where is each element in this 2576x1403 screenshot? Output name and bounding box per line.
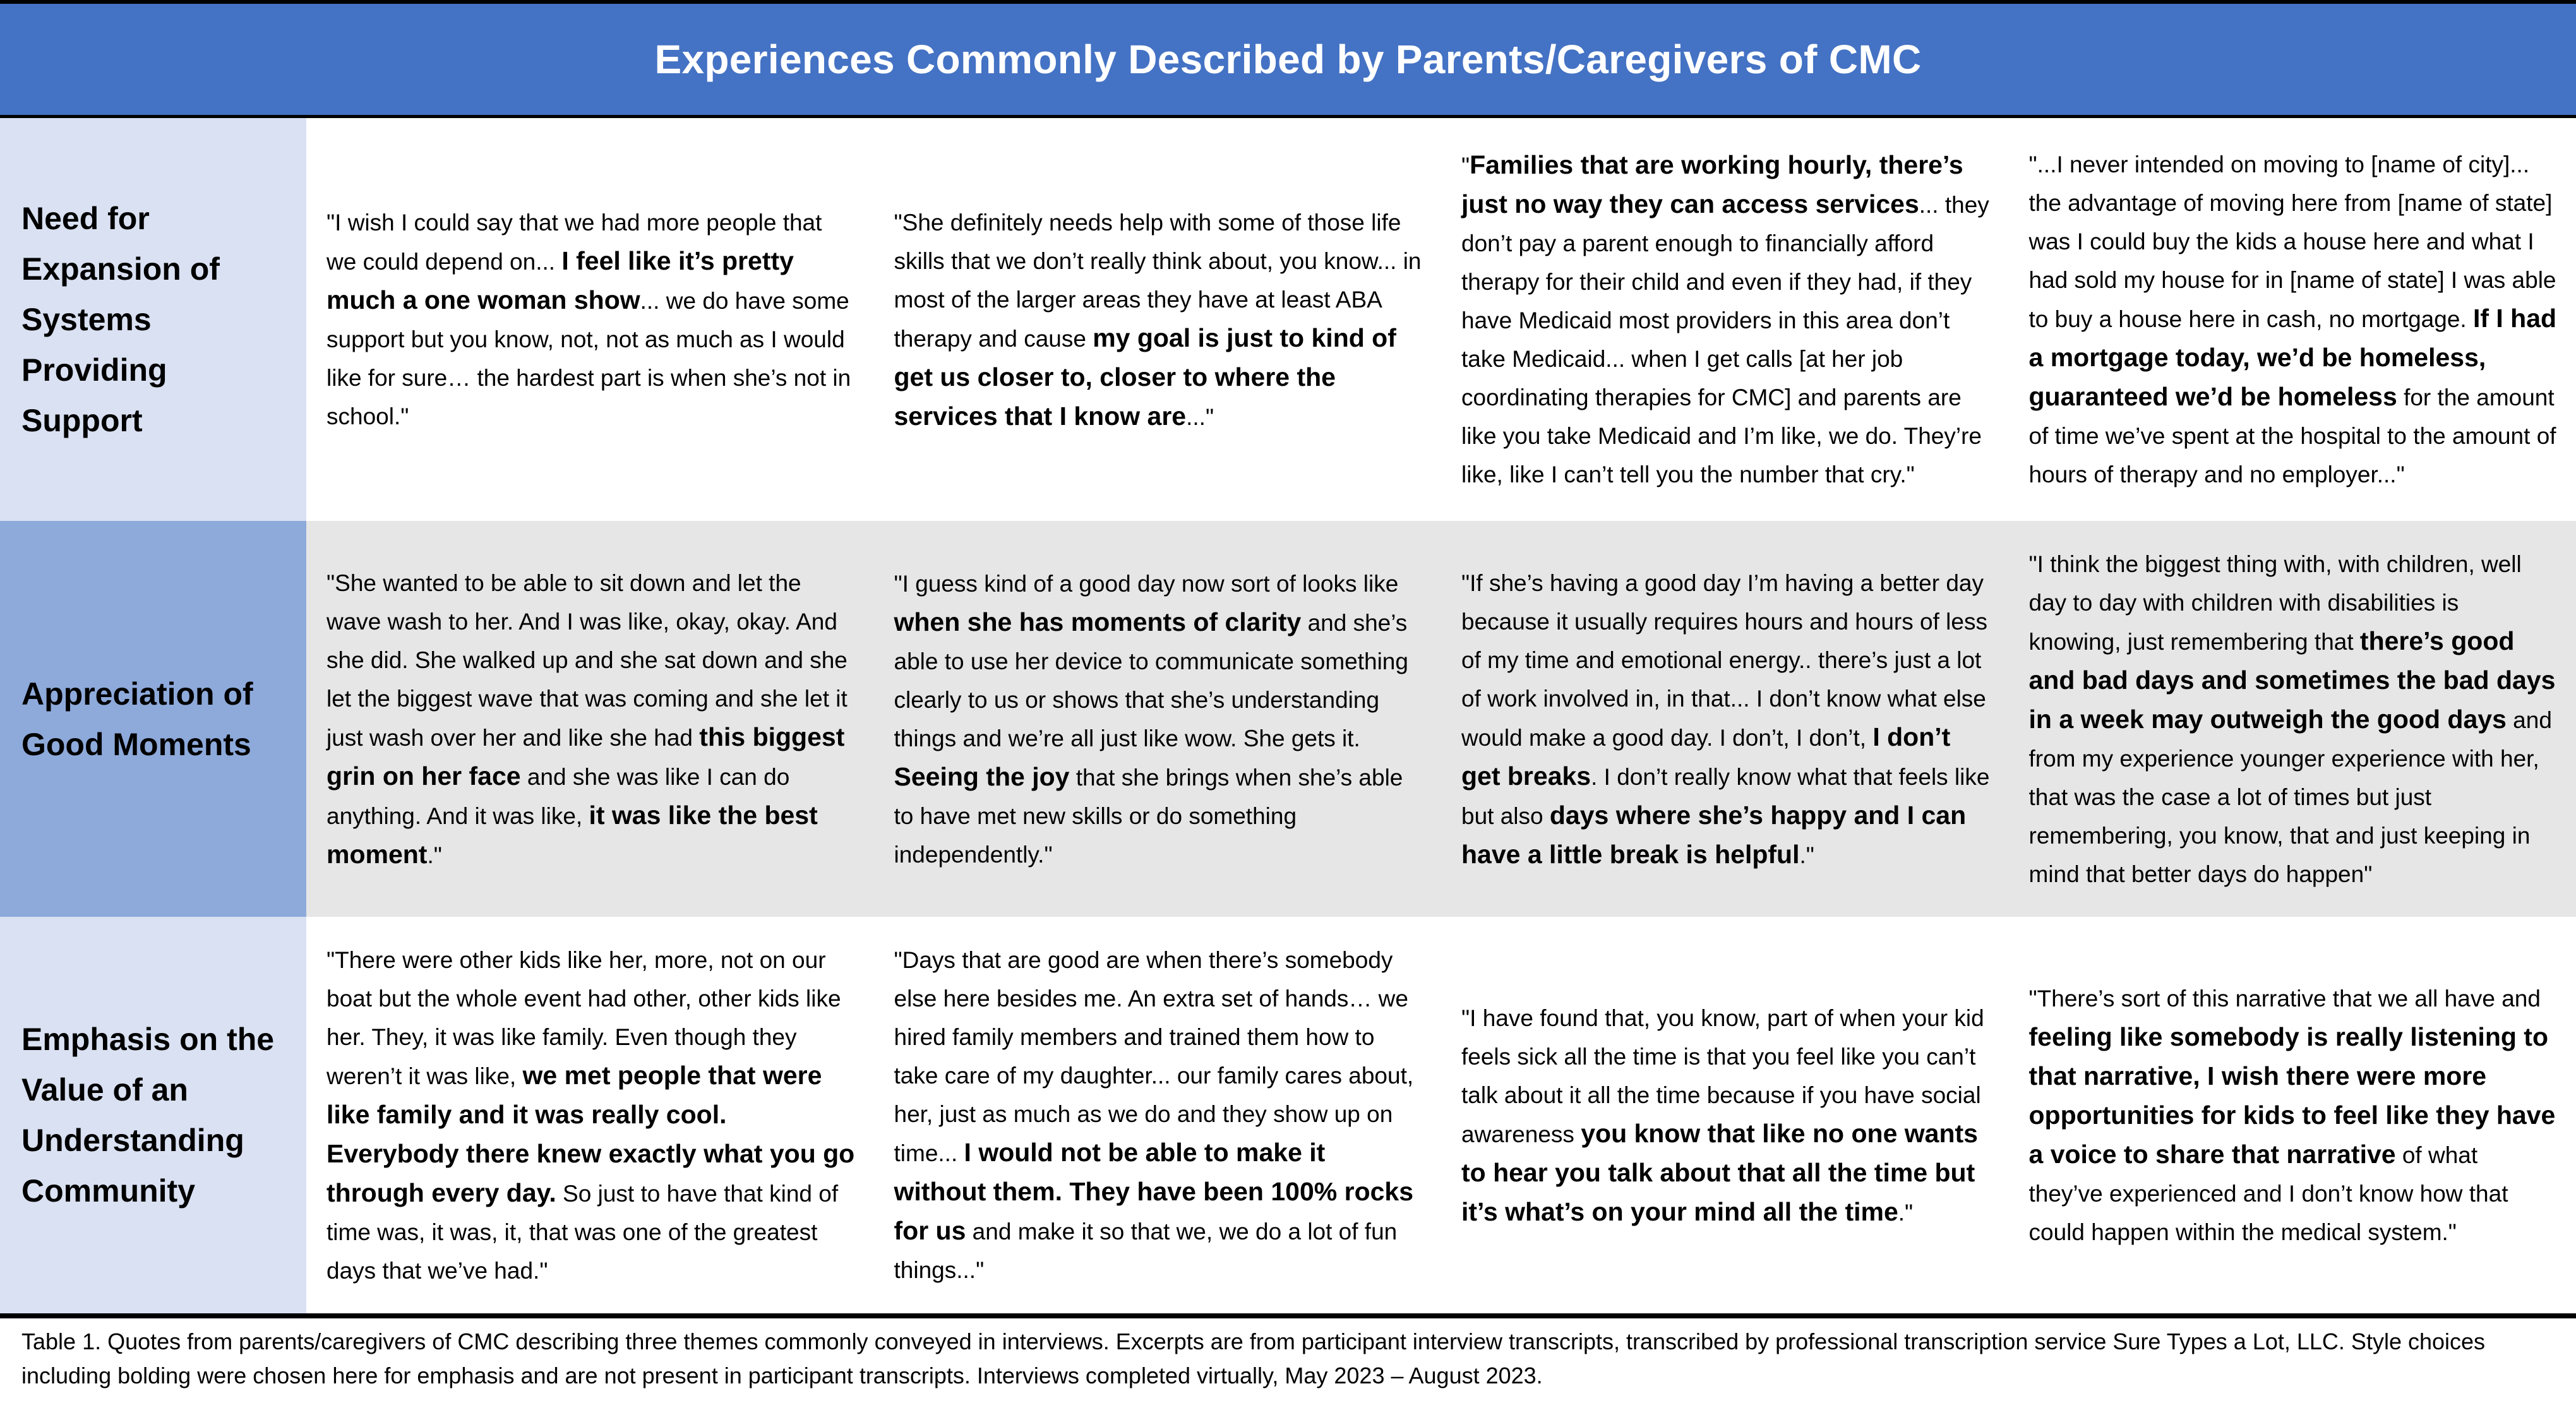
- quote-text: "There’s sort of this narrative that we all have and feeling like somebody is really listening to that narrative, I wish there were more opportunities for kids to feel like they have a voice to share that narrative of what they’ve experienced and I don’t know how that could happen within the medical system.": [2028, 985, 2556, 1245]
- quote-cell: [1441, 521, 2009, 917]
- quote-cell: [2009, 917, 2576, 1313]
- table-row-appreciation: [0, 521, 2576, 917]
- quote-text: "She definitely needs help with some of those life skills that we don’t really think about, you know... in most of the larger areas they have at least ABA therapy and cause my goal is just to kind of get us closer to, closer to where the services that I know are...": [894, 209, 1422, 431]
- quote-text: "...I never intended on moving to [name of city]... the advantage of moving here from [name of state] was I could buy the kids a house here and what I had sold my house for in [name of state] I was able to buy a house here in cash, no mortgage. If I had a mortgage today, we’d be homeless, guaranteed we’d be homeless for the amount of time we’ve spent at the hospital to the amount of hours of therapy and no employer...": [2028, 152, 2557, 487]
- quote-cell: [306, 521, 874, 917]
- quote-cell: [1441, 917, 2009, 1313]
- quote-cell: [306, 917, 874, 1313]
- theme-cell: [0, 118, 306, 521]
- table-caption: Table 1. Quotes from parents/caregivers of CMC describing three themes commonly conveyed in interviews. Excerpts are from participant interview transcripts, transcribed by professional transcription service Sure Types a Lot, LLC. Style choices including bolding were chosen here for emphasis and are not present in participant transcripts. Interviews completed virtually, May 2023 – August 2023.: [21, 1328, 2486, 1388]
- quote-text: "I have found that, you know, part of when your kid feels sick all the time is that you feel like you can’t talk about it all the time because if you have social awareness you know that like no one wants to hear you talk about that all the time but it’s what’s on your mind all the time.": [1461, 1005, 1984, 1226]
- quote-cell: [2009, 118, 2576, 521]
- quote-cell: [306, 118, 874, 521]
- theme-label: Need for Expansion of Systems Providing Support: [21, 201, 220, 438]
- quote-cell: [2009, 521, 2576, 917]
- quote-cell: [1441, 118, 2009, 521]
- quote-cell: [874, 521, 1442, 917]
- theme-cell: [0, 521, 306, 917]
- quote-text: "She wanted to be able to sit down and let the wave wash to her. And I was like, okay, okay. And she did. She walked up and she sat down and she let the biggest wave that was coming and she let it just wash over her and like she had this biggest grin on her face and she was like I can do anything. And it was like, it was like the best moment.": [326, 570, 848, 869]
- theme-label: Appreciation of Good Moments: [21, 676, 253, 762]
- table-bottom-rule: [0, 1313, 2576, 1318]
- quote-text: "Families that are working hourly, there’s just no way they can access services... they don’t pay a parent enough to financially afford therapy for their child and even if they had, if they have Medicaid most providers in this area don’t take Medicaid... when I get calls [at her job coordinating therapies for CMC] and parents are like you take Medicaid and I’m like, we do. They’re like, like I can’t tell you the number that cry.": [1461, 150, 1989, 487]
- table-title: Experiences Commonly Described by Parents/Caregivers of CMC: [654, 37, 1922, 82]
- quote-text: "If she’s having a good day I’m having a better day because it usually requires hours and hours of less of my time and emotional energy.. there’s just a lot of work involved in, in that... I don’t know what else would make a good day. I don’t, I don’t, I don’t get breaks. I don’t really know what that feels like but also days where she’s happy and I can have a little break is helpful.": [1461, 570, 1990, 869]
- table-header: [0, 4, 2576, 115]
- quote-text: "I think the biggest thing with, with children, well day to day with children with disabilities is knowing, just remembering that there’s good and bad days and sometimes the bad days in a week may outweigh the good days and from my experience younger experience with her, that was the case a lot of times but just remembering, you know, that and just keeping in mind that better days do happen": [2028, 551, 2556, 887]
- theme-label: Emphasis on the Value of an Understanding Community: [21, 1022, 275, 1209]
- quote-text: "There were other kids like her, more, not on our boat but the whole event had other, other kids like her. They, it was like family. Even though they weren’t it was like, we met people that were like family and it was really cool. Everybody there knew exactly what you go through every day. So just to have that kind of time was, it was, it, that was one of the greatest days that we’ve had.": [326, 946, 855, 1284]
- quote-text: "I guess kind of a good day now sort of looks like when she has moments of clarity and she’s able to use her device to communicate something clearly to us or shows that she’s understanding things and we’re all just like wow. She gets it. Seeing the joy that she brings when she’s able to have met new skills or do something independently.": [894, 570, 1408, 868]
- quote-cell: [874, 118, 1442, 521]
- theme-cell: [0, 917, 306, 1313]
- quote-text: "I wish I could say that we had more people that we could depend on... I feel like it’s pretty much a one woman show... we do have some support but you know, not, not as much as I would like for sure… the hardest part is when she’s not in school.": [326, 210, 851, 429]
- table-row-community: [0, 917, 2576, 1313]
- quote-cell: [874, 917, 1442, 1313]
- quote-text: "Days that are good are when there’s somebody else here besides me. An extra set of hands… we hired family members and trained them how to take care of my daughter... our family cares about, her, just as much as we do and they show up on time... I would not be able to make it without them. They have been 100% rocks for us and make it so that we, we do a lot of fun things...": [894, 947, 1414, 1283]
- table-row-need-for-expansion: [0, 118, 2576, 521]
